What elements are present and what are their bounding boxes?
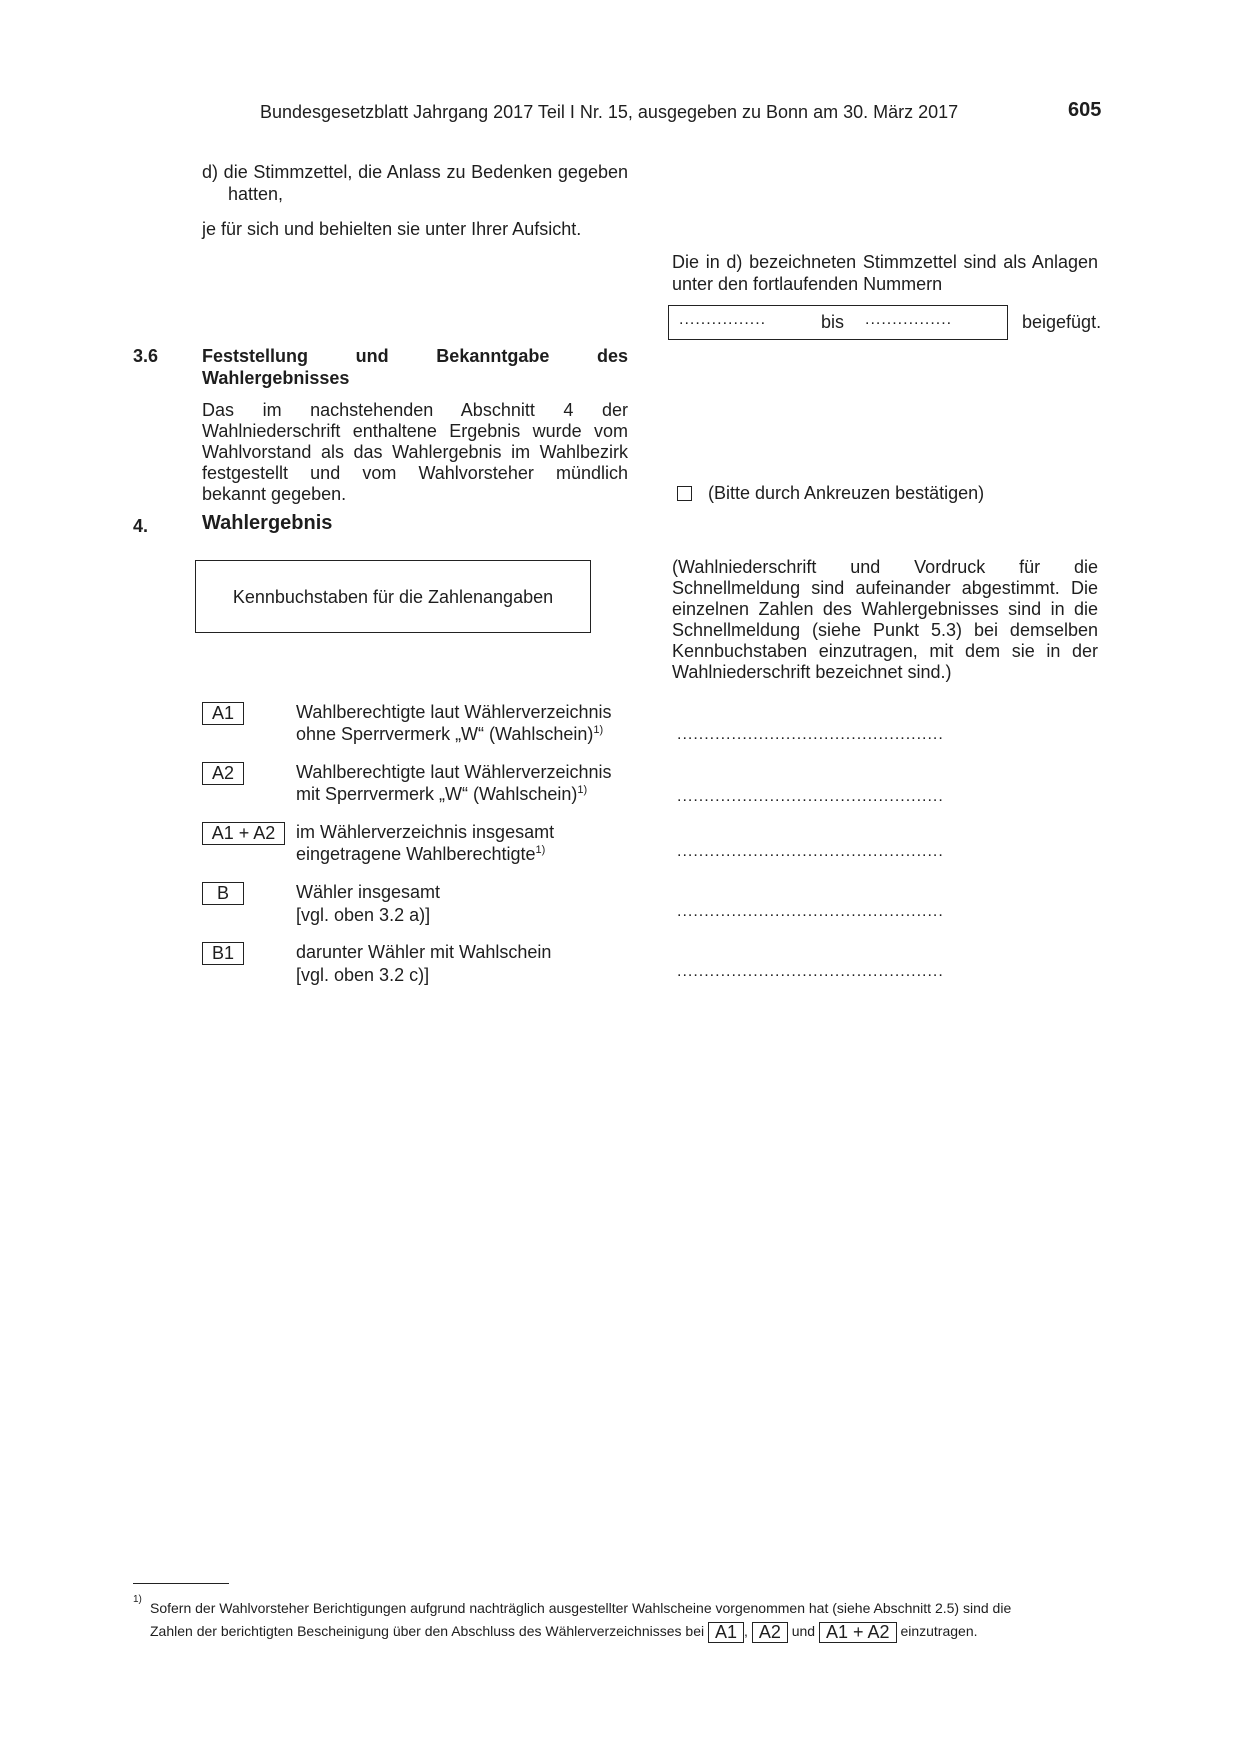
row-a2-line2: mit Sperrvermerk „W“ (Wahlschein)$^{1)}$ [296, 784, 588, 804]
row-b-line2: [vgl. oben 3.2 a)] [296, 905, 431, 925]
code-b1-box: B1 [202, 942, 244, 965]
row-a1-a2-entry-field[interactable]: ................................................. [677, 843, 944, 860]
attachment-note: Die in d) bezeichneten Stimmzettel sind als Anlagen unter den fortlaufenden Nummern [672, 252, 1098, 294]
attached-label: beigefügt. [1022, 312, 1102, 332]
row-a1-a2-line1: im Wählerverzeichnis insgesamt [296, 822, 555, 842]
confirm-checkbox[interactable] [677, 486, 692, 501]
section-3-6-body: Das im nachstehenden Abschnitt 4 der Wahlniederschrift enthaltene Ergebnis wurde vom Wahlvorstand als das Wahlergebnis im Wahlbezirk festgestellt und vom Wahlvorsteher mündlich bekannt gegeben. [202, 400, 628, 504]
row-b1-line2: [vgl. oben 3.2 c)] [296, 965, 430, 985]
row-b1-line1: darunter Wähler mit Wahlschein [296, 942, 552, 962]
row-b-line1: Wähler insgesamt [296, 882, 441, 902]
footnote-ref: 1) [593, 724, 604, 736]
row-b1-entry-field[interactable]: ................................................. [677, 963, 944, 980]
row-a1-line1: Wahlberechtigte laut Wählerverzeichnis [296, 702, 612, 722]
range-to-dots: ................ [865, 311, 953, 328]
section-4-number: 4. [133, 516, 149, 536]
footnote-marker: 1) [133, 1594, 142, 1605]
confirm-checkbox-label: (Bitte durch Ankreuzen bestätigen) [708, 483, 985, 503]
footnote-line1: Sofern der Wahlvorsteher Berichtigungen aufgrund nachträglich ausgestellter Wahlscheine vorgenommen hat (siehe Abschnitt 2.5) sind die [150, 1600, 1012, 1616]
footnote-code-a1-a2: A1 + A2 [819, 1622, 897, 1643]
row-b-entry-field[interactable]: ................................................. [677, 903, 944, 920]
item-d-text: d) die Stimmzettel, die Anlass zu Bedenken gegeben hatten, [202, 162, 628, 204]
section-4-heading: Wahlergebnis [202, 512, 333, 534]
custody-text: je für sich und behielten sie unter Ihrer Aufsicht. [202, 219, 582, 239]
section-3-6-heading: Feststellung und Bekanntgabe des Wahlergebnisses [202, 346, 628, 388]
code-b-box: B [202, 882, 244, 905]
footnote-code-a2: A2 [752, 1622, 788, 1643]
footnote-separator [133, 1583, 229, 1584]
running-header: Bundesgesetzblatt Jahrgang 2017 Teil I Nr. 15, ausgegeben zu Bonn am 30. März 2017 [260, 102, 959, 122]
row-a1-line2: ohne Sperrvermerk „W“ (Wahlschein)$^{1)}$ [296, 724, 604, 744]
page-number: 605 [1068, 99, 1102, 121]
range-from-dots: ................ [679, 311, 767, 328]
footnote-ref: 1) [535, 844, 546, 856]
number-range-box[interactable] [668, 305, 1008, 340]
row-a1-entry-field[interactable]: ................................................. [677, 726, 944, 743]
schnellmeldung-note: (Wahlniederschrift und Vordruck für die Schnellmeldung sind aufeinander abgestimmt. Die einzelnen Zahlen des Wahlergebnisses sind in die Schnellmeldung (siehe Punkt 5.3) bei demselben Kennbuchstaben einzutragen, mit dem sie in der Wahlniederschrift bezeichnet sind.) [672, 557, 1098, 682]
row-a2-entry-field[interactable]: ................................................. [677, 788, 944, 805]
kennbuchstaben-label: Kennbuchstaben für die Zahlenangaben [232, 586, 554, 607]
code-a1-box: A1 [202, 702, 244, 725]
range-bis-label: bis [821, 312, 845, 332]
footnote-code-a1: A1 [708, 1622, 744, 1643]
footnote-line2: Zahlen der berichtigten Bescheinigung über den Abschluss des Wählerverzeichnisses bei A1 , A2 und A1 + A2 einzutragen. [150, 1621, 978, 1642]
kennbuchstaben-box [195, 560, 591, 633]
row-a2-line1: Wahlberechtigte laut Wählerverzeichnis [296, 762, 612, 782]
footnote-ref: 1) [577, 784, 588, 796]
row-a1-a2-line2: eingetragene Wahlberechtigte$^{1)}$ [296, 844, 546, 864]
section-3-6-number: 3.6 [133, 346, 159, 366]
code-a2-box: A2 [202, 762, 244, 785]
code-a1-a2-box: A1 + A2 [202, 822, 285, 845]
